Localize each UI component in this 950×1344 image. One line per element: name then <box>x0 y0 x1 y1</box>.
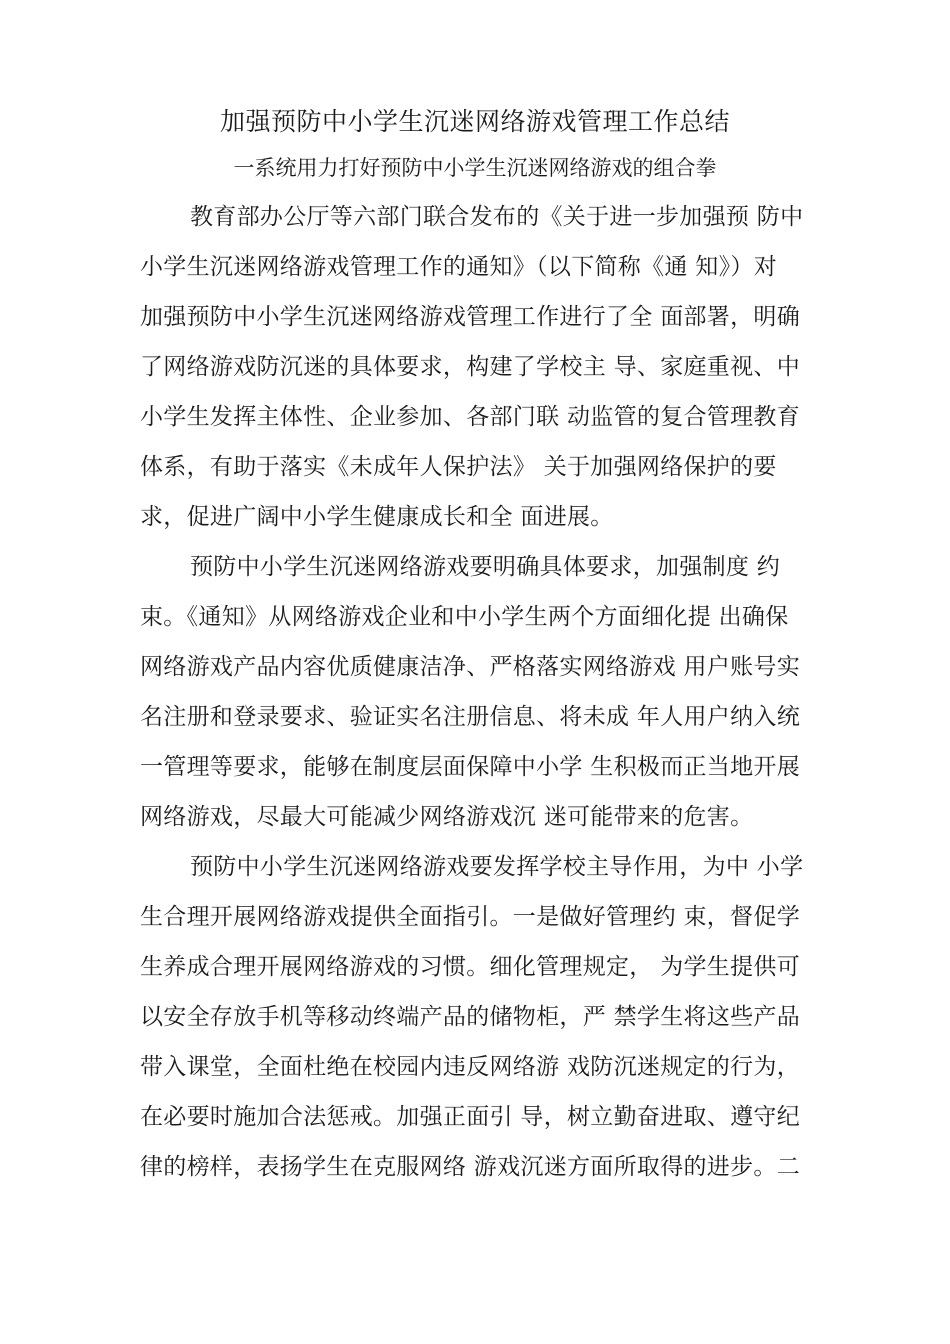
document-title: 加强预防中小学生沉迷网络游戏管理工作总结 <box>219 107 730 136</box>
paragraph-line: 律的榜样，表扬学生在克服网络 游戏沉迷方面所取得的进步。二 <box>140 1154 801 1180</box>
paragraph-line: 网络游戏产品内容优质健康洁净、严格落实网络游戏 用户账号实 <box>140 654 801 680</box>
paragraph-line: 求，促进广阔中小学生健康成长和全 面进展。 <box>140 504 614 530</box>
paragraph-line: 教育部办公厅等六部门联合发布的《关于进一步加强预 防中 <box>190 204 804 230</box>
paragraph-line: 预防中小学生沉迷网络游戏要明确具体要求，加强制度 约 <box>190 554 781 580</box>
paragraph-line: 体系，有助于落实《未成年人保护法》 关于加强网络保护的要 <box>140 454 777 480</box>
paragraph-line: 生合理开展网络游戏提供全面指引。一是做好管理约 束，督促学 <box>140 904 801 930</box>
paragraph-line: 小学生沉迷网络游戏管理工作的通知》（以下简称《通 知》）对 <box>140 254 778 280</box>
paragraph-line: 小学生发挥主体性、企业参加、各部门联 动监管的复合管理教育 <box>140 404 801 430</box>
paragraph-line: 带入课堂，全面杜绝在校园内违反网络游 戏防沉迷规定的行为， <box>140 1054 801 1080</box>
paragraph-line: 名注册和登录要求、验证实名注册信息、将未成 年人用户纳入统 <box>140 704 801 730</box>
paragraph-line: 一管理等要求，能够在制度层面保障中小学 生积极而正当地开展 <box>140 754 801 780</box>
paragraph-line: 束。《通知》从网络游戏企业和中小学生两个方面细化提 出确保 <box>140 604 789 630</box>
document-subtitle: 一系统用力打好预防中小学生沉迷网络游戏的组合拳 <box>233 156 717 180</box>
paragraph-line: 预防中小学生沉迷网络游戏要发挥学校主导作用，为中 小学 <box>190 854 804 880</box>
paragraph-line: 以安全存放手机等移动终端产品的储物柜，严 禁学生将这些产品 <box>140 1004 801 1030</box>
paragraph-line: 生养成合理开展网络游戏的习惯。细化管理规定， 为学生提供可 <box>140 954 801 980</box>
paragraph-line: 了网络游戏防沉迷的具体要求，构建了学校主 导、家庭重视、中 <box>140 354 801 380</box>
paragraph-line: 在必要时施加合法惩戒。加强正面引 导，树立勤奋进取、遵守纪 <box>140 1104 801 1130</box>
paragraph-line: 网络游戏，尽最大可能减少网络游戏沉 迷可能带来的危害。 <box>140 804 754 830</box>
paragraph-line: 加强预防中小学生沉迷网络游戏管理工作进行了全 面部署，明确 <box>140 304 801 330</box>
